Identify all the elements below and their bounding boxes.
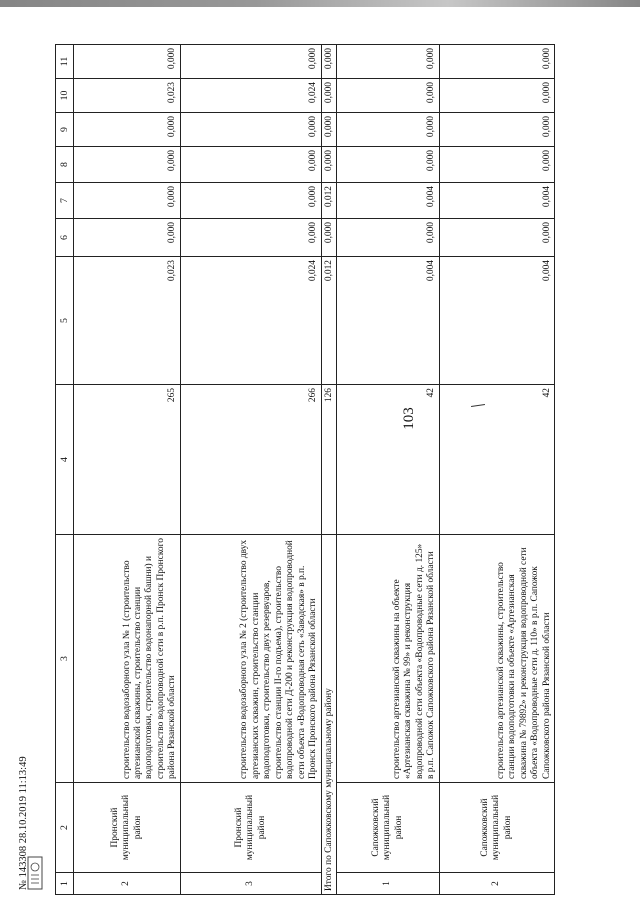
value-cell: 0,000 [321,113,336,147]
header-cell: 7 [56,183,74,219]
table-row [439,45,554,895]
header-cell: 5 [56,257,74,385]
value-cell: 0,012 [321,257,336,385]
value-cell: 0,000 [180,219,321,257]
header-cell: 3 [56,535,74,783]
district-cell: Пронский муниципальный район [180,783,321,873]
header-cell: 6 [56,219,74,257]
value-cell: 0,000 [180,113,321,147]
page-number: 103 [400,407,417,430]
value-cell: 265 [74,385,181,535]
description-cell: строительство водозаборного узла № 1 (строительство артезианской скважины, строительство станции водоподготовки, строительство водонапорной башни) и строительство водопроводной сети в р.п. Пронск Пронского района Рязанской области [74,535,181,783]
description-cell: строительство артезианской скважины на объекте «Артезианская скважина № 99» и реконструкция водопроводной сети объекта «Водопроводные сети д. 125» в р.п. Сапожок Сапожковского района Рязанской области [337,535,439,783]
value-cell: 0,000 [337,79,439,113]
value-cell: 0,000 [439,219,554,257]
value-cell: 0,000 [439,147,554,183]
value-cell: 0,000 [180,183,321,219]
value-cell: 0,004 [337,183,439,219]
total-row [321,45,336,895]
description-cell: строительство артезианской скважины, строительство станции водоподготовки на объекте «Артезианская скважина № 79892» и реконструкция водопроводной сети объекта «Водопроводные сети д. 110» в р.п. Сапожок Сапожковского района Рязанской области [439,535,554,783]
value-cell: 0,004 [439,183,554,219]
value-cell: 0,023 [74,79,181,113]
value-cell: 0,004 [337,257,439,385]
value-cell: 0,000 [321,147,336,183]
value-cell: 0,024 [180,79,321,113]
value-cell: 0,012 [321,183,336,219]
value-cell: 0,000 [74,147,181,183]
table-row [74,45,181,895]
value-cell: 0,004 [439,257,554,385]
value-cell: 0,000 [337,113,439,147]
value-cell: 0,000 [321,45,336,79]
value-cell: 0,000 [337,147,439,183]
header-cell: 4 [56,385,74,535]
row-number: 2 [439,873,554,895]
value-cell: 42 [337,385,439,535]
value-cell: 0,000 [74,219,181,257]
value-cell: 0,000 [180,147,321,183]
district-cell: Сапожковский муниципальный район [439,783,554,873]
header-cell: 10 [56,79,74,113]
value-cell: 0,000 [439,113,554,147]
table-row [337,45,439,895]
district-cell: Пронский муниципальный район [74,783,181,873]
table-header-row [56,45,74,895]
value-cell: 0,000 [439,45,554,79]
district-cell: Сапожковский муниципальный район [337,783,439,873]
value-cell: 0,000 [74,183,181,219]
value-cell: 0,000 [74,45,181,79]
header-cell: 9 [56,113,74,147]
value-cell: 0,000 [439,79,554,113]
value-cell: 0,000 [321,219,336,257]
row-number: 2 [74,873,181,895]
value-cell: 0,024 [180,257,321,385]
value-cell: 0,000 [180,45,321,79]
row-number: 3 [180,873,321,895]
value-cell: 126 [321,385,336,535]
registry-footer: № 143308 28.10.2019 11:13:49 [18,756,29,890]
row-number: 1 [337,873,439,895]
header-cell: 2 [56,783,74,873]
description-cell: строительство водозаборного узла № 2 (строительство двух артезианских скважин, строительство станции водоподготовки, строительство двух резервуаров, строительство станции II-го подъема), строительство водопроводной сети Д-200 и реконструкция водопроводной сети объекта «Водопроводная сеть «Заводская» в р.п. Пронск Пронского района Рязанской области [180,535,321,783]
total-label: Итого по Сапожковскому муниципальному району [321,535,336,895]
rotated-table-sheet [55,45,555,895]
value-cell: 42 [439,385,554,535]
scan-top-edge [0,0,640,7]
header-cell: 11 [56,45,74,79]
value-cell: 0,000 [337,219,439,257]
table-row [180,45,321,895]
value-cell: 0,000 [74,113,181,147]
header-cell: 1 [56,873,74,895]
value-cell: 0,000 [321,79,336,113]
value-cell: 0,000 [337,45,439,79]
value-cell: 266 [180,385,321,535]
registry-table [55,44,555,895]
value-cell: 0,023 [74,257,181,385]
header-cell: 8 [56,147,74,183]
